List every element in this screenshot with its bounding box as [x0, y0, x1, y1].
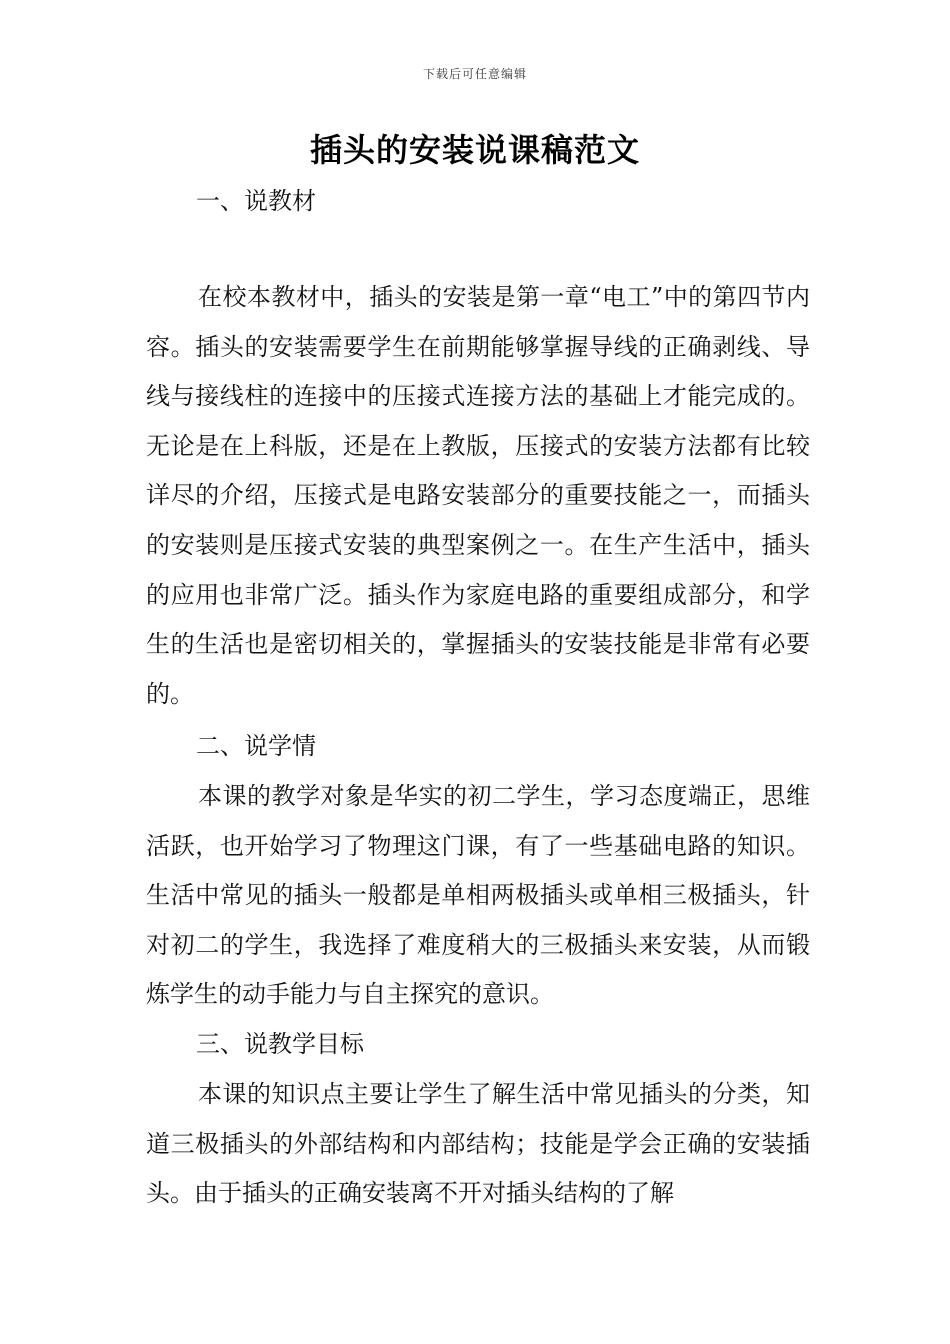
section-heading-3: 三、说教学目标 [196, 1030, 364, 1058]
section-heading-1: 一、说教材 [196, 187, 316, 215]
header-note: 下载后可任意编辑 [422, 67, 527, 81]
section-paragraph-3: 本课的知识点主要让学生了解生活中常见插头的分类，知道三极插头的外部结构和内部结构；技能是学会正确的安装插头。由于插头的正确安装离不开对插头结构的了解 [146, 1080, 810, 1208]
page-title: 插头的安装说课稿范文 [309, 131, 640, 169]
section-paragraph-2: 本课的教学对象是华实的初二学生，学习态度端正，思维活跃，也开始学习了物理这门课，有了一些基础电路的知识。生活中常见的插头一般都是单相两极插头或单相三极插头，针对初二的学生，我选择了难度稍大的三极插头来安装，从而锻炼学生的动手能力与自主探究的意识。 [146, 782, 810, 1009]
section-paragraph-1: 在校本教材中，插头的安装是第一章“电工”中的第四节内容。插头的安装需要学生在前期能够掌握导线的正确剥线、导线与接线柱的连接中的压接式连接方法的基础上才能完成的。无论是在上科版，还是在上教版，压接式的安装方法都有比较详尽的介绍，压接式是电路安装部分的重要技能之一，而插头的安装则是压接式安装的典型案例之一。在生产生活中，插头的应用也非常广泛。插头作为家庭电路的重要组成部分，和学生的生活也是密切相关的，掌握插头的安装技能是非常有必要的。 [146, 283, 810, 708]
section-heading-2: 二、说学情 [196, 732, 316, 760]
